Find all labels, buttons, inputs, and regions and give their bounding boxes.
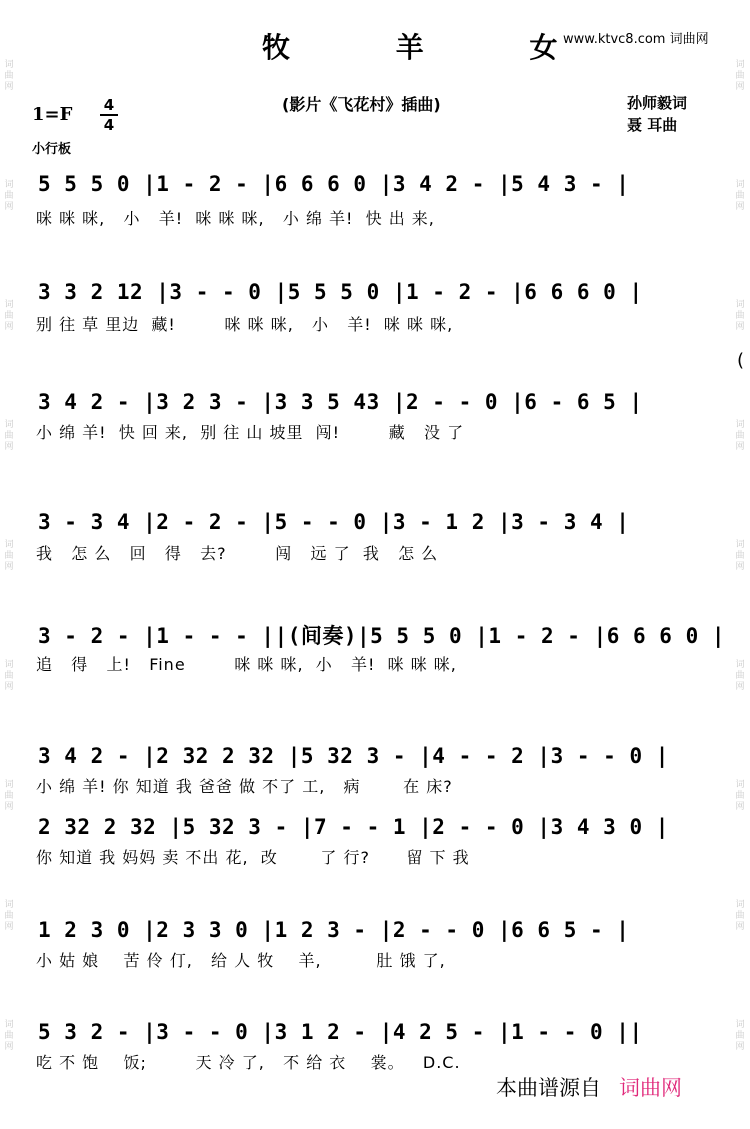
time-signature-bottom: 4 bbox=[103, 116, 115, 134]
notation-row-8: 1 2 3 0 |2 3 3 0 |1 2 3 - |2 - - 0 |6 6 5 - | bbox=[38, 918, 630, 942]
watermark-column-right bbox=[733, 0, 747, 1129]
watermark-column-left bbox=[2, 0, 16, 1129]
lyrics-row-3: 小 绵 羊! 快 回 来, 别 往 山 坡里 闯! 藏 没 了 bbox=[36, 423, 465, 442]
footer-brand-link[interactable]: 词曲网 bbox=[619, 1076, 682, 1100]
lyrics-row-1: 咪 咪 咪, 小 羊! 咪 咪 咪, 小 绵 羊! 快 出 来, bbox=[36, 209, 435, 228]
key-signature: 1=F bbox=[32, 104, 73, 125]
lyrics-row-7: 你 知道 我 妈妈 卖 不出 花, 改 了 行? 留 下 我 bbox=[36, 848, 470, 867]
lyrics-row-9: 吃 不 饱 饭; 天 冷 了, 不 给 衣 裳。 D.C. bbox=[36, 1053, 461, 1072]
notation-row-3: 3 4 2 - |3 2 3 - |3 3 5 43 |2 - - 0 |6 - 6 5 | bbox=[38, 390, 643, 414]
watermark: 词 曲 网 bbox=[735, 660, 745, 692]
watermark: 词 曲 网 bbox=[735, 300, 745, 332]
lyrics-row-5: 追 得 上! Fine 咪 咪 咪, 小 羊! 咪 咪 咪, bbox=[36, 655, 457, 674]
composer-credit: 聂 耳曲 bbox=[627, 116, 678, 134]
watermark: 词 曲 网 bbox=[4, 780, 14, 812]
tempo-marking: 小行板 bbox=[32, 142, 72, 157]
watermark: 词 曲 网 bbox=[735, 420, 745, 452]
watermark: 词 曲 网 bbox=[4, 660, 14, 692]
lyricist-credit: 孙师毅词 bbox=[627, 94, 688, 112]
site-url[interactable]: www.ktvc8.com 词曲网 bbox=[563, 32, 709, 47]
notation-row-6: 3 4 2 - |2 32 2 32 |5 32 3 - |4 - - 2 |3 - - 0 | bbox=[38, 744, 669, 768]
notation-row-2: 3 3 2 12 |3 - - 0 |5 5 5 0 |1 - 2 - |6 6 6 0 | bbox=[38, 280, 643, 304]
watermark: 词 曲 网 bbox=[735, 780, 745, 812]
watermark: 词 曲 网 bbox=[4, 60, 14, 92]
watermark: 词 曲 网 bbox=[735, 900, 745, 932]
lyrics-row-4: 我 怎 么 回 得 去? 闯 远 了 我 怎 么 bbox=[36, 544, 439, 563]
source-footer bbox=[496, 1072, 682, 1102]
bracket-mark: ( bbox=[737, 350, 745, 371]
watermark: 词 曲 网 bbox=[4, 900, 14, 932]
watermark: 词 曲 网 bbox=[735, 180, 745, 212]
time-signature bbox=[100, 96, 118, 134]
watermark: 词 曲 网 bbox=[4, 180, 14, 212]
lyrics-row-6: 小 绵 羊! 你 知道 我 爸爸 做 不了 工, 病 在 床? bbox=[36, 777, 453, 796]
song-subtitle: (影片《飞花村》插曲) bbox=[282, 95, 441, 114]
notation-row-5: 3 - 2 - |1 - - - ||(间奏)|5 5 5 0 |1 - 2 - |6 6 6 0 | bbox=[38, 624, 726, 648]
watermark: 词 曲 网 bbox=[735, 60, 745, 92]
watermark: 词 曲 网 bbox=[4, 300, 14, 332]
notation-row-1: 5 5 5 0 |1 - 2 - |6 6 6 0 |3 4 2 - |5 4 3 - | bbox=[38, 172, 630, 196]
footer-text: 本曲谱源自 bbox=[496, 1076, 601, 1100]
song-title: 牧 羊 女 bbox=[262, 31, 606, 64]
watermark: 词 曲 网 bbox=[735, 540, 745, 572]
watermark: 词 曲 网 bbox=[4, 1020, 14, 1052]
time-signature-top: 4 bbox=[100, 96, 118, 116]
notation-row-7: 2 32 2 32 |5 32 3 - |7 - - 1 |2 - - 0 |3 4 3 0 | bbox=[38, 815, 669, 839]
watermark: 词 曲 网 bbox=[735, 1020, 745, 1052]
watermark: 词 曲 网 bbox=[4, 420, 14, 452]
notation-row-4: 3 - 3 4 |2 - 2 - |5 - - 0 |3 - 1 2 |3 - 3 4 | bbox=[38, 510, 630, 534]
watermark: 词 曲 网 bbox=[4, 540, 14, 572]
lyrics-row-2: 别 往 草 里边 藏! 咪 咪 咪, 小 羊! 咪 咪 咪, bbox=[36, 315, 454, 334]
notation-row-9: 5 3 2 - |3 - - 0 |3 1 2 - |4 2 5 - |1 - - 0 || bbox=[38, 1020, 643, 1044]
lyrics-row-8: 小 姑 娘 苦 伶 仃, 给 人 牧 羊, 肚 饿 了, bbox=[36, 951, 446, 970]
